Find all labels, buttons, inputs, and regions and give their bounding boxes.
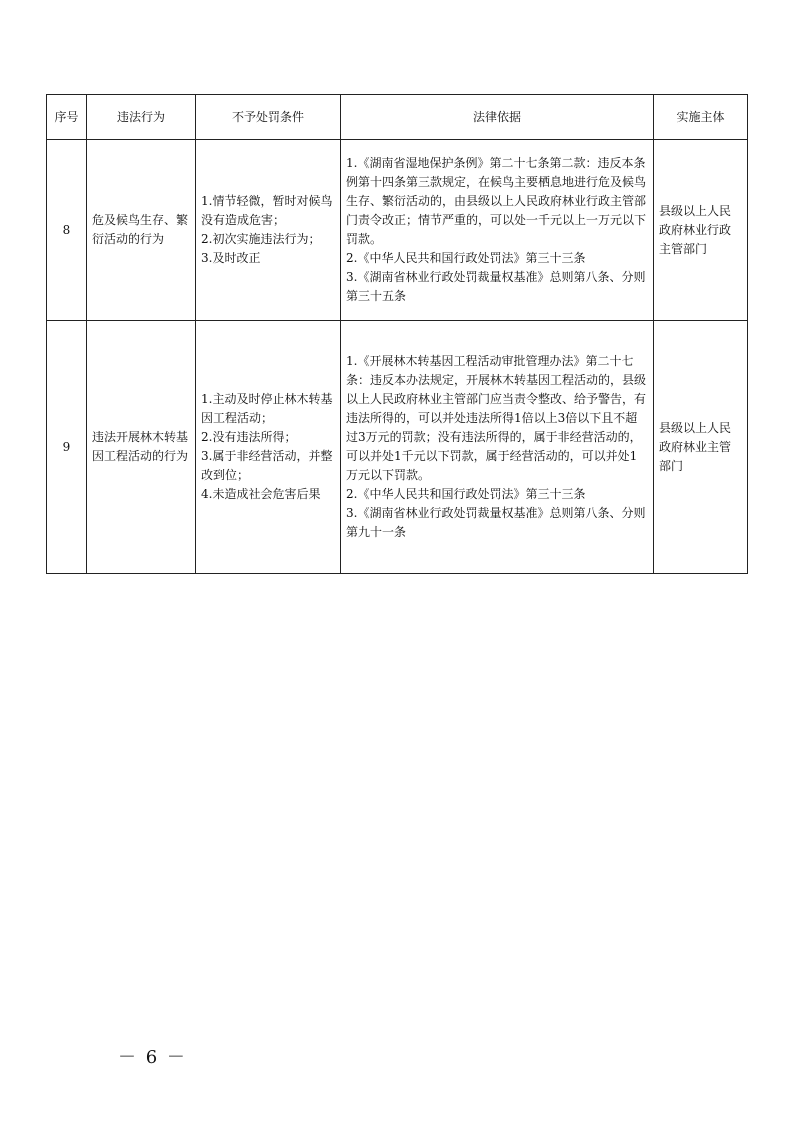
implementing-authority: 县级以上人民政府林业行政主管部门 [654,140,748,321]
basis-item: 2.《中华人民共和国行政处罚法》第三十三条 [346,251,586,265]
table-header-row [47,95,748,140]
exemption-conditions [196,321,341,574]
basis-item: 1.《开展林木转基因工程活动审批管理办法》第二十七条：违反本办法规定，开展林木转基因工程活动的，县级以上人民政府林业主管部门应当责令整改、给予警告，有违法所得的，可以并处违法所得1倍以上3倍以下且不超过3万元的罚款；没有违法所得的，属于非经营活动的，可以并处1千元以下罚款，属于经营活动的，可以并处1万元以下罚款。 [346,354,647,482]
row-number: 8 [47,140,87,321]
legal-basis [341,321,654,574]
exemption-conditions [196,140,341,321]
table-row [47,140,748,321]
header-conditions: 不予处罚条件 [196,95,341,140]
table-row [47,321,748,574]
implementing-authority: 县级以上人民政府林业主管部门 [654,321,748,574]
basis-item: 3.《湖南省林业行政处罚裁量权基准》总则第八条、分则第三十五条 [346,270,646,303]
violation-behavior: 危及候鸟生存、繁衍活动的行为 [87,140,196,321]
condition-item: 1.主动及时停止林木转基因工程活动； [201,392,333,425]
penalty-exemption-table [46,94,748,574]
header-no: 序号 [47,95,87,140]
basis-item: 2.《中华人民共和国行政处罚法》第三十三条 [346,487,586,501]
header-basis: 法律依据 [341,95,654,140]
legal-basis [341,140,654,321]
condition-item: 4.未造成社会危害后果 [201,487,321,501]
condition-item: 2.初次实施违法行为； [201,232,321,246]
page-number: － 6 － [118,1047,187,1068]
condition-item: 2.没有违法所得； [201,430,297,444]
violation-behavior: 违法开展林木转基因工程活动的行为 [87,321,196,574]
header-subject: 实施主体 [654,95,748,140]
condition-item: 1.情节轻微，暂时对候鸟没有造成危害； [201,194,333,227]
basis-item: 1.《湖南省湿地保护条例》第二十七条第二款：违反本条例第十四条第三款规定，在候鸟主要栖息地进行危及候鸟生存、繁衍活动的，由县级以上人民政府林业行政主管部门责令改正；情节严重的，可以处一千元以上一万元以下罚款。 [346,156,647,246]
condition-item: 3.及时改正 [201,251,261,265]
row-number: 9 [47,321,87,574]
basis-item: 3.《湖南省林业行政处罚裁量权基准》总则第八条、分则第九十一条 [346,506,646,539]
header-behavior: 违法行为 [87,95,196,140]
condition-item: 3.属于非经营活动，并整改到位； [201,449,333,482]
